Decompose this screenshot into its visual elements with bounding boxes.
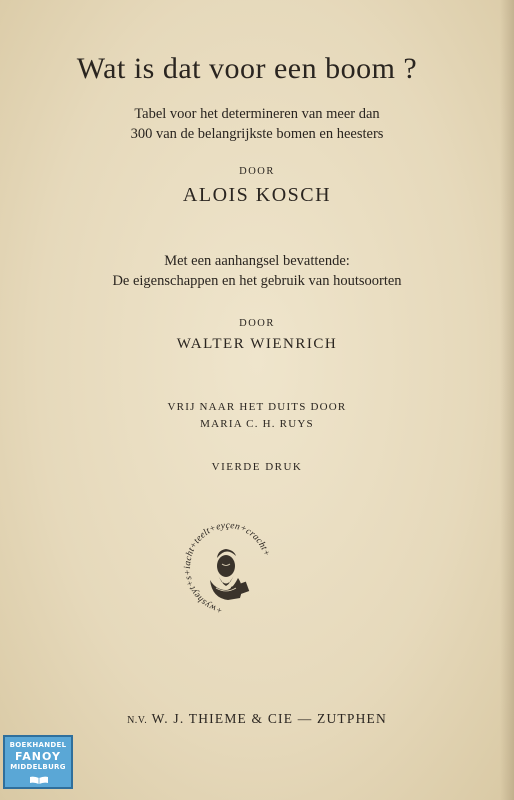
publisher-prefix: N.V. <box>127 715 148 726</box>
subtitle-line-1: Tabel voor het determineren van meer dan <box>134 106 380 122</box>
subtitle-line-2: 300 van de belangrijkste bomen en heesters <box>130 126 384 142</box>
appendix-line-1: Met een aanhangsel bevattende: <box>164 253 350 269</box>
stamp-line-2: FANOY <box>15 750 61 763</box>
publisher-motto: +wysheyt+s+iacht+teelt+eyçen+cracht+ <box>182 520 272 615</box>
edition-label: VIERDE DRUK <box>211 461 303 473</box>
book-icon <box>29 776 49 784</box>
appendix-author-name: WALTER WIENRICH <box>176 336 338 352</box>
by-label: DOOR <box>239 166 275 177</box>
stamp-line-3: MIDDELBURG <box>10 763 66 771</box>
bookseller-stamp <box>3 735 73 789</box>
appendix-line-2: De eigenschappen en het gebruik van houtsoorten <box>112 273 402 289</box>
author-name: ALOIS KOSCH <box>182 184 332 206</box>
publisher-imprint <box>0 711 514 727</box>
translation-credit-line-2: MARIA C. H. RUYS <box>200 418 314 430</box>
publisher-device-logo <box>182 520 274 626</box>
stamp-line-1: BOEKHANDEL <box>9 741 67 749</box>
translation-credit-line-1: VRIJ NAAR HET DUITS DOOR <box>167 401 347 413</box>
book-title: Wat is dat voor een boom ? <box>76 52 418 85</box>
publisher-name: W. J. THIEME & CIE — ZUTPHEN <box>151 711 387 726</box>
by-label-2: DOOR <box>239 318 275 329</box>
